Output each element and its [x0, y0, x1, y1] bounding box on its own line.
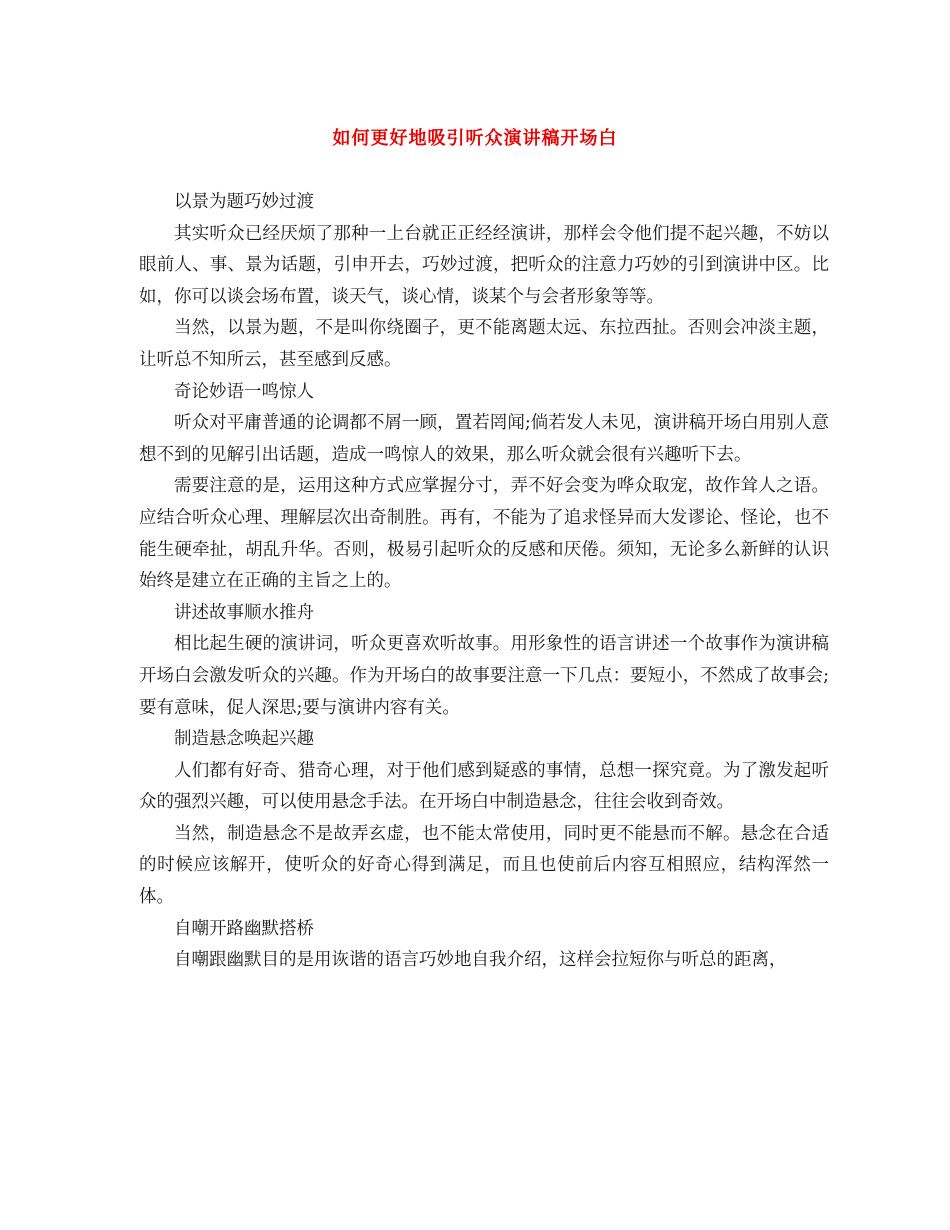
body-paragraph: 自嘲跟幽默目的是用诙谐的语言巧妙地自我介绍，这样会拉短你与听总的距离，	[174, 950, 787, 971]
section-heading: 奇论妙语一鸣惊人	[174, 381, 314, 402]
section-heading: 自嘲开路幽默搭桥	[174, 918, 314, 939]
section-heading: 讲述故事顺水推舟	[174, 602, 314, 623]
section-heading: 制造悬念唤起兴趣	[174, 729, 314, 750]
body-paragraph: 需要注意的是，运用这种方式应掌握分寸，弄不好会变为哗众取宠，故作耸人之语。应结合听众心理、理解层次出奇制胜。再有，不能为了追求怪异而大发谬论、怪论，也不能生硬牵扯，胡乱升华。否则，极易引起听众的反感和厌倦。须知，无论多么新鲜的认识始终是建立在正确的主旨之上的。	[139, 476, 829, 592]
document-body	[139, 187, 829, 977]
body-paragraph: 相比起生硬的演讲词，听众更喜欢听故事。用形象性的语言讲述一个故事作为演讲稿开场白会激发听众的兴趣。作为开场白的故事要注意一下几点：要短小，不然成了故事会;要有意味，促人深思;要与演讲内容有关。	[139, 634, 829, 718]
body-paragraph: 其实听众已经厌烦了那种一上台就正正经经演讲，那样会令他们提不起兴趣，不妨以眼前人、事、景为话题，引申开去，巧妙过渡，把听众的注意力巧妙的引到演讲中区。比如，你可以谈会场布置，谈天气，谈心情，谈某个与会者形象等等。	[139, 223, 829, 307]
body-paragraph: 听众对平庸普通的论调都不屑一顾，置若罔闻;倘若发人未见，演讲稿开场白用别人意想不到的见解引出话题，造成一鸣惊人的效果，那么听众就会很有兴趣听下去。	[139, 413, 829, 465]
body-paragraph: 当然，制造悬念不是故弄玄虚，也不能太常使用，同时更不能悬而不解。悬念在合适的时候应该解开，使听众的好奇心得到满足，而且也使前后内容互相照应，结构浑然一体。	[139, 823, 829, 908]
body-paragraph: 当然，以景为题，不是叫你绕圈子，更不能离题太远、东拉西扯。否则会冲淡主题，让听总不知所云，甚至感到反感。	[139, 318, 829, 370]
document-title: 如何更好地吸引听众演讲稿开场白	[332, 128, 618, 149]
section-heading: 以景为题巧妙过渡	[174, 192, 314, 212]
body-paragraph: 人们都有好奇、猎奇心理，对于他们感到疑惑的事情，总想一探究竟。为了激发起听众的强烈兴趣，可以使用悬念手法。在开场白中制造悬念，往往会收到奇效。	[139, 760, 829, 813]
